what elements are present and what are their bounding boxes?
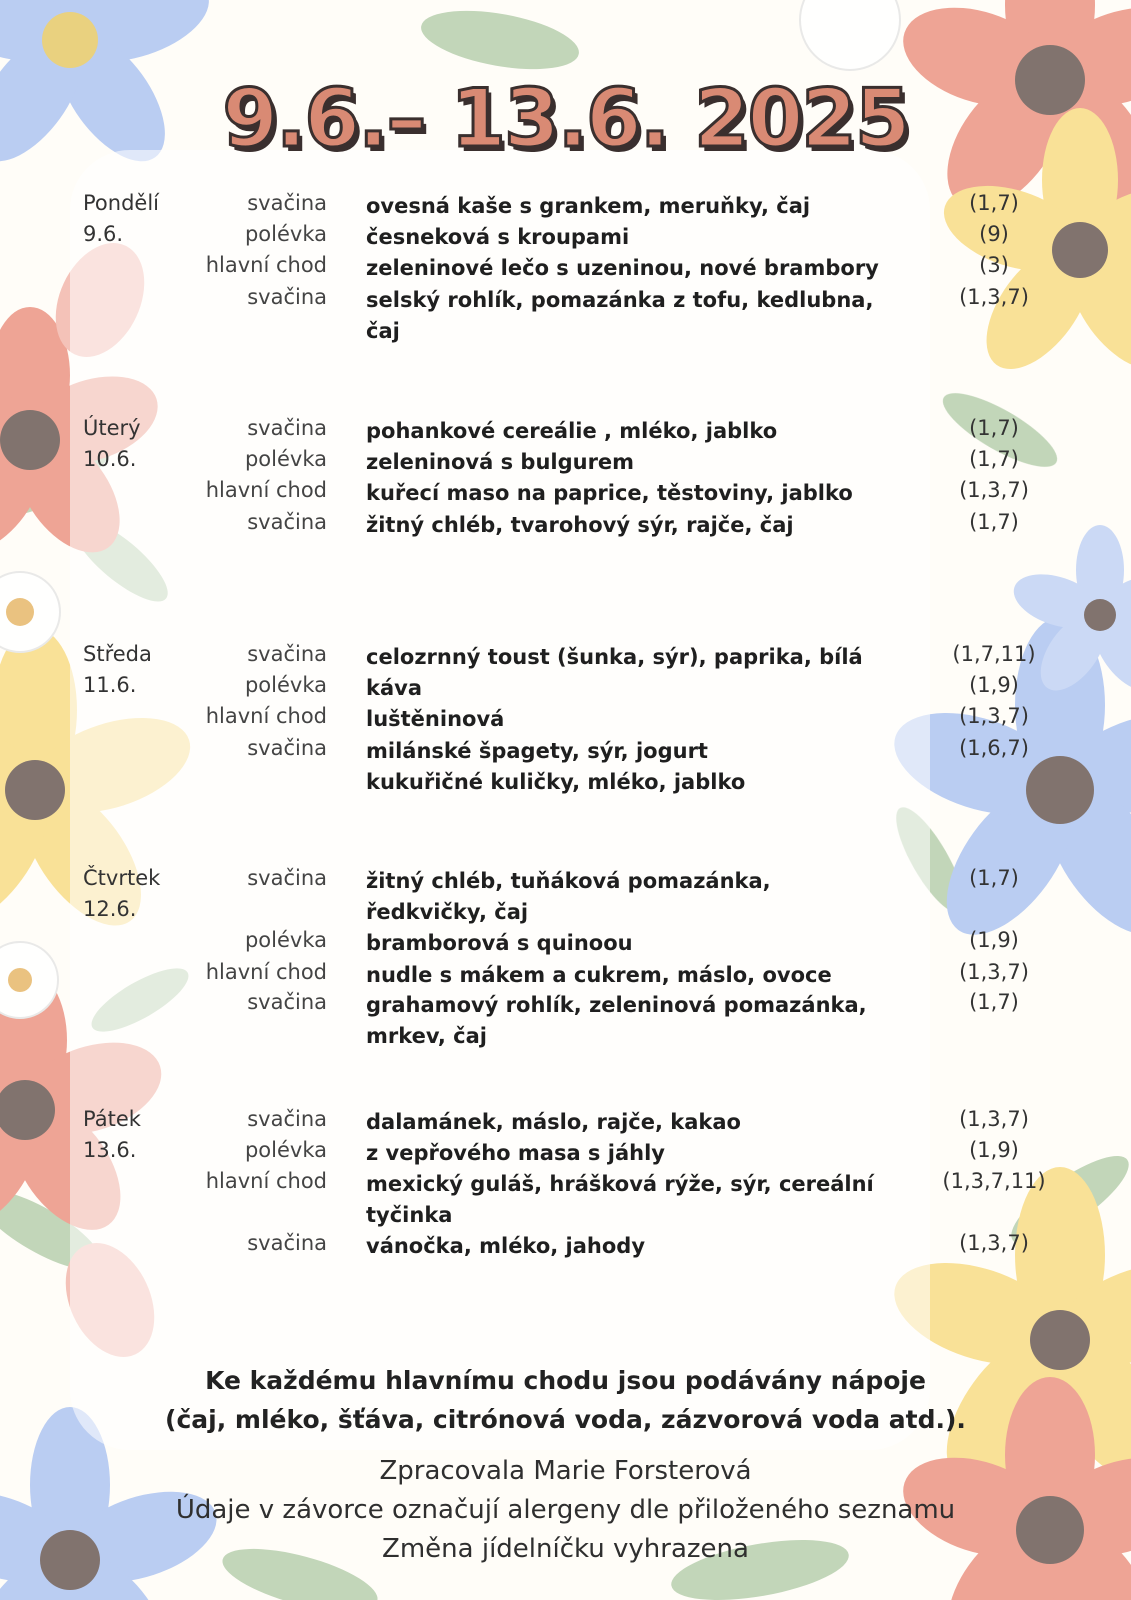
allergens: (1,3,7,11) <box>942 1169 1046 1193</box>
day-name: Čtvrtek <box>83 866 161 890</box>
meal-food <box>366 736 886 798</box>
meal-type: svačina <box>247 736 327 760</box>
meal-food <box>366 673 886 704</box>
meal-food-line: vánočka, mléko, jahody <box>366 1234 646 1258</box>
meal-food-line: dalamánek, máslo, rajče, kakao <box>366 1110 741 1134</box>
allergens: (1,7) <box>969 416 1019 440</box>
meal-type: polévka <box>244 222 327 246</box>
allergens: (1,3,7) <box>959 478 1029 502</box>
allergens: (1,7,11) <box>952 642 1036 666</box>
meal-food-line: česneková s kroupami <box>366 225 630 249</box>
meal-food <box>366 447 886 478</box>
meal-food <box>366 990 886 1052</box>
date-range-title: 9.6.– 13.6. 2025 <box>222 72 909 165</box>
meal-type: svačina <box>247 416 327 440</box>
meal-food-line: celozrnný toust (šunka, sýr), paprika, bílá <box>366 645 863 669</box>
meal-food <box>366 704 886 735</box>
meal-food <box>366 960 886 991</box>
day-name: Středa <box>83 642 152 666</box>
footer-change-note: Změna jídelníčku vyhrazena <box>382 1534 749 1564</box>
meal-food <box>366 1169 886 1231</box>
meal-food <box>366 253 886 284</box>
meal-food-line: bramborová s quinoou <box>366 931 633 955</box>
meal-food <box>366 191 886 222</box>
allergens: (1,9) <box>969 928 1019 952</box>
meal-food <box>366 866 886 928</box>
meal-food <box>366 642 886 673</box>
meal-food <box>366 928 886 959</box>
meal-food-line: kukuřičné kuličky, mléko, jablko <box>366 770 746 794</box>
meal-type: hlavní chod <box>205 253 327 277</box>
meal-food-line: milánské špagety, sýr, jogurt <box>366 739 708 763</box>
meal-type: hlavní chod <box>205 960 327 984</box>
meal-food <box>366 510 886 541</box>
meal-type: svačina <box>247 990 327 1014</box>
allergens: (1,7) <box>969 191 1019 215</box>
day-name: Pátek <box>83 1107 141 1131</box>
meal-food <box>366 222 886 253</box>
day-date: 11.6. <box>83 673 137 697</box>
meal-food-line: káva <box>366 676 422 700</box>
meal-food <box>366 1138 886 1169</box>
allergens: (1,9) <box>969 673 1019 697</box>
meal-food-line: nudle s mákem a cukrem, máslo, ovoce <box>366 963 832 987</box>
meal-type: hlavní chod <box>205 1169 327 1193</box>
meal-food-line: žitný chléb, tvarohový sýr, rajče, čaj <box>366 513 794 537</box>
allergens: (1,3,7) <box>959 960 1029 984</box>
meal-food <box>366 478 886 509</box>
meal-food-line: žitný chléb, tuňáková pomazánka, <box>366 869 771 893</box>
footer-author: Zpracovala Marie Forsterová <box>379 1456 752 1486</box>
meal-food-line: luštěninová <box>366 707 505 731</box>
day-date: 13.6. <box>83 1138 137 1162</box>
meal-type: svačina <box>247 1107 327 1131</box>
meal-type: hlavní chod <box>205 478 327 502</box>
meal-type: polévka <box>244 673 327 697</box>
allergens: (1,7) <box>969 990 1019 1014</box>
meal-food-line: čaj <box>366 319 400 343</box>
meal-food-line: pohankové cereálie , mléko, jablko <box>366 419 778 443</box>
allergens: (1,9) <box>969 1138 1019 1162</box>
meal-type: svačina <box>247 191 327 215</box>
meal-type: polévka <box>244 447 327 471</box>
allergens: (1,3,7) <box>959 1107 1029 1131</box>
allergens: (1,7) <box>969 510 1019 534</box>
meal-food-line: z vepřového masa s jáhly <box>366 1141 665 1165</box>
allergens: (1,7) <box>969 866 1019 890</box>
meal-food-line: zeleninová s bulgurem <box>366 450 635 474</box>
meal-type: svačina <box>247 866 327 890</box>
meal-type: svačina <box>247 510 327 534</box>
meal-type: hlavní chod <box>205 704 327 728</box>
allergens: (1,6,7) <box>959 736 1029 760</box>
meal-type: svačina <box>247 642 327 666</box>
day-date: 9.6. <box>83 222 124 246</box>
meal-type: svačina <box>247 285 327 309</box>
allergens: (1,7) <box>969 447 1019 471</box>
allergens: (1,3,7) <box>959 285 1029 309</box>
footer-allergens-info: Údaje v závorce označují alergeny dle přiloženého seznamu <box>175 1495 956 1525</box>
drinks-note-line1: Ke každému hlavnímu chodu jsou podávány nápoje <box>205 1366 926 1395</box>
day-date: 10.6. <box>83 447 137 471</box>
meal-type: polévka <box>244 1138 327 1162</box>
allergens: (1,3,7) <box>959 704 1029 728</box>
allergens: (3) <box>979 253 1009 277</box>
meal-food-line: grahamový rohlík, zeleninová pomazánka, <box>366 993 867 1017</box>
meal-type: svačina <box>247 1231 327 1255</box>
meal-food-line: ovesná kaše s grankem, meruňky, čaj <box>366 194 811 218</box>
day-name: Pondělí <box>83 191 159 215</box>
allergens: (1,3,7) <box>959 1231 1029 1255</box>
meal-food-line: mexický guláš, hrášková rýže, sýr, cereální <box>366 1172 874 1196</box>
meal-food-line: tyčinka <box>366 1203 453 1227</box>
meal-food-line: kuřecí maso na paprice, těstoviny, jablko <box>366 481 853 505</box>
meal-food <box>366 416 886 447</box>
meal-food <box>366 285 886 347</box>
meal-food-line: mrkev, čaj <box>366 1024 487 1048</box>
drinks-note-line2: (čaj, mléko, šťáva, citrónová voda, zázvorová voda atd.). <box>165 1405 966 1434</box>
day-date: 12.6. <box>83 897 137 921</box>
meal-food <box>366 1231 886 1262</box>
meal-food-line: ředkvičky, čaj <box>366 900 529 924</box>
allergens: (9) <box>979 222 1009 246</box>
day-name: Úterý <box>83 416 141 440</box>
meal-food-line: zeleninové lečo s uzeninou, nové brambory <box>366 256 879 280</box>
meal-type: polévka <box>244 928 327 952</box>
meal-food-line: selský rohlík, pomazánka z tofu, kedlubna, <box>366 288 874 312</box>
meal-food <box>366 1107 886 1138</box>
